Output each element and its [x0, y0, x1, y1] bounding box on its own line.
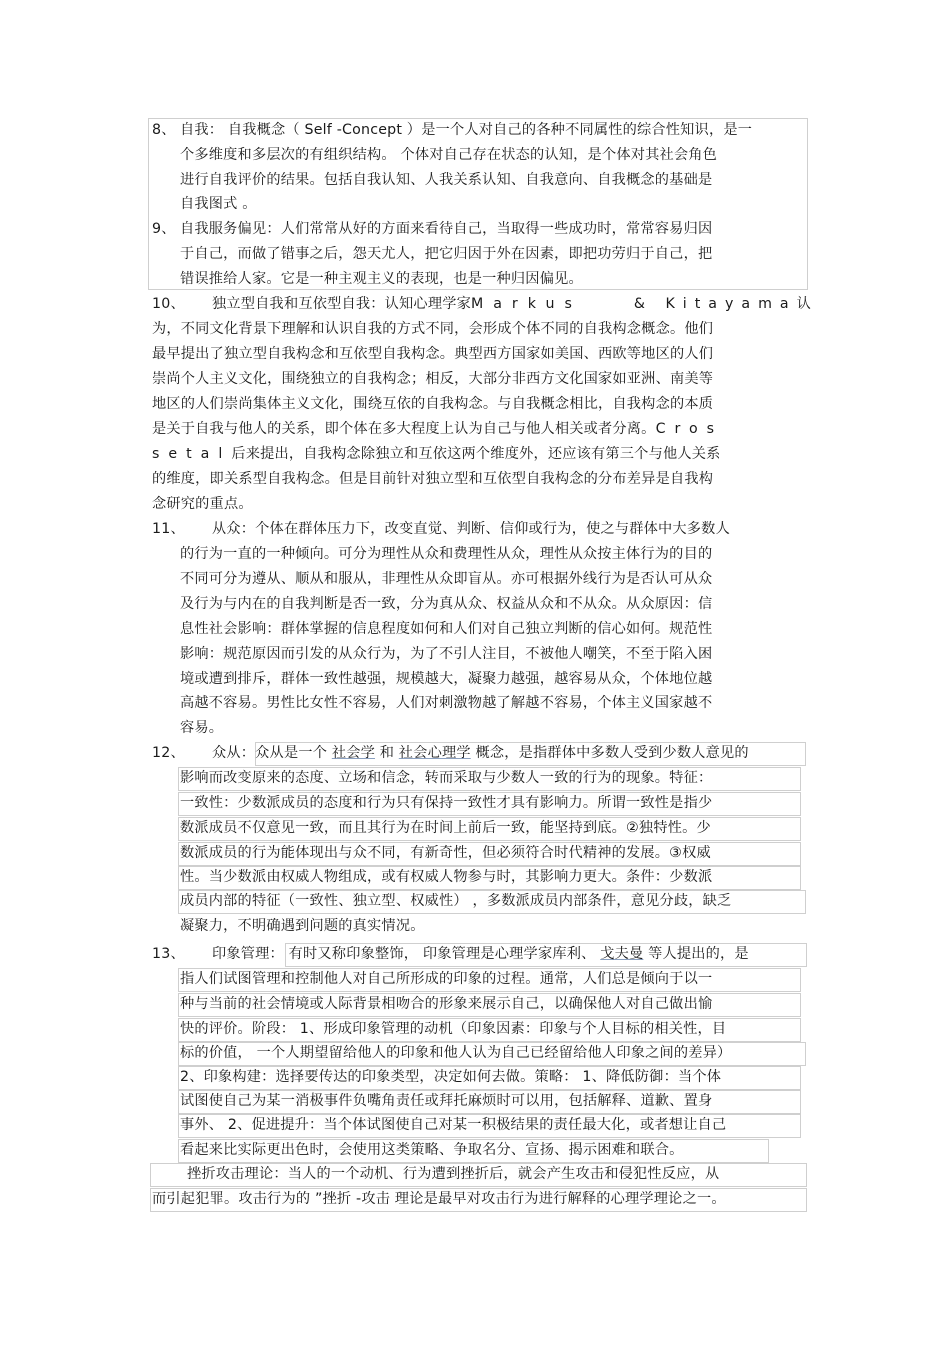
item-13-line: 看起来比实际更出色时，会使用这类策略、争取名分、宣扬、揭示困难和联合。	[180, 1142, 684, 1158]
item-11-line: 息性社会影响：群体掌握的信息程度如何和人们对自己独立判断的信心如何。规范性	[180, 621, 713, 637]
item-10-line-setal	[152, 445, 721, 463]
item-12-line: 一致性：少数派成员的态度和行为只有保持一致性才具有影响力。所谓一致性是指少	[180, 795, 713, 811]
item-10-number: 10、	[152, 296, 185, 312]
item-10-text: 是关于自我与他人的关系，即个体在多大程度上认为自己与他人相关或者分离。	[152, 421, 656, 437]
item-10-line: 地区的人们崇尚集体主义文化，围绕互依的自我构念。与自我概念相比，自我构念的本质	[152, 396, 714, 412]
item-10-text: 独立型自我和互依型自我：认知心理学家	[212, 296, 471, 312]
item-13-line: 种与当前的社会情境或人际背景相吻合的形象来展示自己，以确保他人对自己做出愉	[180, 996, 713, 1012]
frustration-line: 而引起犯罪。攻击行为的 ”挫折 -攻击 理论是最早对攻击行为进行解释的心理学理论之一。	[152, 1191, 726, 1207]
item-10-first-line	[212, 295, 811, 313]
item-10-text: 后来提出，自我构念除独立和互依这两个维度外，还应该有第三个与他人关系	[231, 446, 721, 462]
item-8-line: 自我： 自我概念（ Self -Concept ）是一个人对自己的各种不同属性的综合性知识，是一	[180, 122, 753, 138]
author-cros: Cros	[655, 421, 724, 437]
item-9-line: 于自己，而做了错事之后，怨天尤人，把它归因于外在因素，即把功劳归于自己，把	[180, 246, 713, 262]
item-12-line: 数派成员的行为能体现出与众不同，有新奇性，但必须符合时代精神的发展。③权威	[180, 845, 711, 861]
author-setal: setal	[152, 446, 232, 462]
item-10-line: 念研究的重点。	[152, 496, 253, 512]
item-13-line: 快的评价。阶段： 1、形成印象管理的动机（印象因素：印象与个人目标的相关性，目	[180, 1021, 727, 1037]
item-12-line: 成员内部的特征（一致性、独立型、权威性） ，多数派成员内部条件，意见分歧，缺乏	[180, 893, 732, 909]
item-9-line: 错误推给人家。它是一种主观主义的表现，也是一种归因偏见。	[180, 271, 583, 287]
item-10-line: 最早提出了独立型自我构念和互依型自我构念。典型西方国家如美国、西欧等地区的人们	[152, 346, 714, 362]
item-12-line: 凝聚力，不明确遇到问题的真实情况。	[180, 918, 425, 934]
item-12-text: 众从：众从是一个	[212, 745, 332, 761]
item-8-line: 自我图式 。	[180, 196, 257, 212]
item-10-line: 的维度，即关系型自我构念。但是目前针对独立型和互依型自我构念的分布差异是自我构	[152, 471, 714, 487]
item-12-line: 性。当少数派由权威人物组成，或有权威人物参与时，其影响力更大。条件：少数派	[180, 869, 713, 885]
item-13-line: 2、印象构建：选择要传达的印象类型，决定如何去做。策略： 1、降低防御：当个体	[180, 1069, 722, 1085]
goffman-link[interactable]: 戈夫曼	[600, 946, 644, 962]
item-13-number: 13、	[152, 946, 185, 962]
item-12-line: 数派成员不仅意见一致，而且其行为在时间上前后一致，能坚持到底。②独特性。少	[180, 820, 711, 836]
frustration-line: 挫折攻击理论：当人的一个动机、行为遭到挫折后，就会产生攻击和侵犯性反应，从	[187, 1166, 720, 1182]
item-12-text: 和	[374, 745, 399, 761]
item-13-line: 事外、 2、促进提升：当个体试图使自己对某一积极结果的责任最大化，或者想让自己	[180, 1117, 727, 1133]
item-11-line: 容易。	[180, 720, 224, 736]
item-11-line: 高越不容易。男性比女性不容易，人们对刺激物越了解越不容易，个体主义国家越不	[180, 695, 713, 711]
item-8-line: 进行自我评价的结果。包括自我认知、人我关系认知、自我意向、自我概念的基础是	[180, 172, 713, 188]
item-10-text: 认	[796, 296, 811, 312]
item-11-first-line: 从众：个体在群体压力下，改变直觉、判断、信仰或行为，使之与群体中大多数人	[212, 521, 730, 537]
item-11-line: 的行为一直的一种倾向。可分为理性从众和费理性从众，理性从众按主体行为的目的	[180, 546, 713, 562]
item-13-text: 等人提出的，是	[643, 946, 749, 962]
item-13-first-line	[212, 945, 749, 963]
author-kitayama: & Kitayama	[633, 296, 797, 312]
item-11-line: 影响：规范原因而引发的从众行为，为了不引人注目，不被他人嘲笑，不至于陷入困	[180, 646, 713, 662]
item-12-number: 12、	[152, 745, 185, 761]
item-9-line: 自我服务偏见：人们常常从好的方面来看待自己，当取得一些成功时，常常容易归因	[180, 221, 713, 237]
item-8-number: 8、	[152, 122, 176, 138]
author-markus: Markus	[470, 296, 582, 312]
item-12-line: 影响而改变原来的态度、立场和信念，转而采取与少数人一致的行为的现象。特征：	[180, 770, 713, 786]
sociology-link[interactable]: 社会学	[331, 745, 375, 761]
item-11-line: 及行为与内在的自我判断是否一致，分为真从众、权益从众和不从众。从众原因：信	[180, 596, 713, 612]
item-10-line: 为，不同文化背景下理解和认识自我的方式不同，会形成个体不同的自我构念概念。他们	[152, 321, 714, 337]
item-13-line: 标的价值， 一个人期望留给他人的印象和他人认为自己已经留给他人印象之间的差异）	[180, 1045, 732, 1061]
item-13-line: 试图使自己为某一消极事件负嘴角责任或拜托麻烦时可以用，包括解释、道歉、置身	[180, 1093, 713, 1109]
item-11-number: 11、	[152, 521, 185, 537]
item-13-line: 指人们试图管理和控制他人对自己所形成的印象的过程。通常，人们总是倾向于以一	[180, 971, 713, 987]
item-10-line-cros	[152, 420, 723, 438]
item-8-line: 个多维度和多层次的有组织结构。 个体对自己存在状态的认知，是个体对其社会角色	[180, 147, 718, 163]
item-13-text: 印象管理： 有时又称印象整饰， 印象管理是心理学家库利、	[212, 946, 601, 962]
item-10-line: 崇尚个人主义文化，围绕独立的自我构念；相反，大部分非西方文化国家如亚洲、南美等	[152, 371, 714, 387]
item-11-line: 境或遭到排斥，群体一致性越强，规模越大，凝聚力越强，越容易从众，个体地位越	[180, 671, 713, 687]
item-9-number: 9、	[152, 221, 176, 237]
item-12-first-line	[212, 744, 749, 762]
social-psychology-link[interactable]: 社会心理学	[398, 745, 471, 761]
item-12-text: 概念，是指群体中多数人受到少数人意见的	[470, 745, 749, 761]
item-11-line: 不同可分为遵从、顺从和服从，非理性从众即盲从。亦可根据外线行为是否认可从众	[180, 571, 713, 587]
